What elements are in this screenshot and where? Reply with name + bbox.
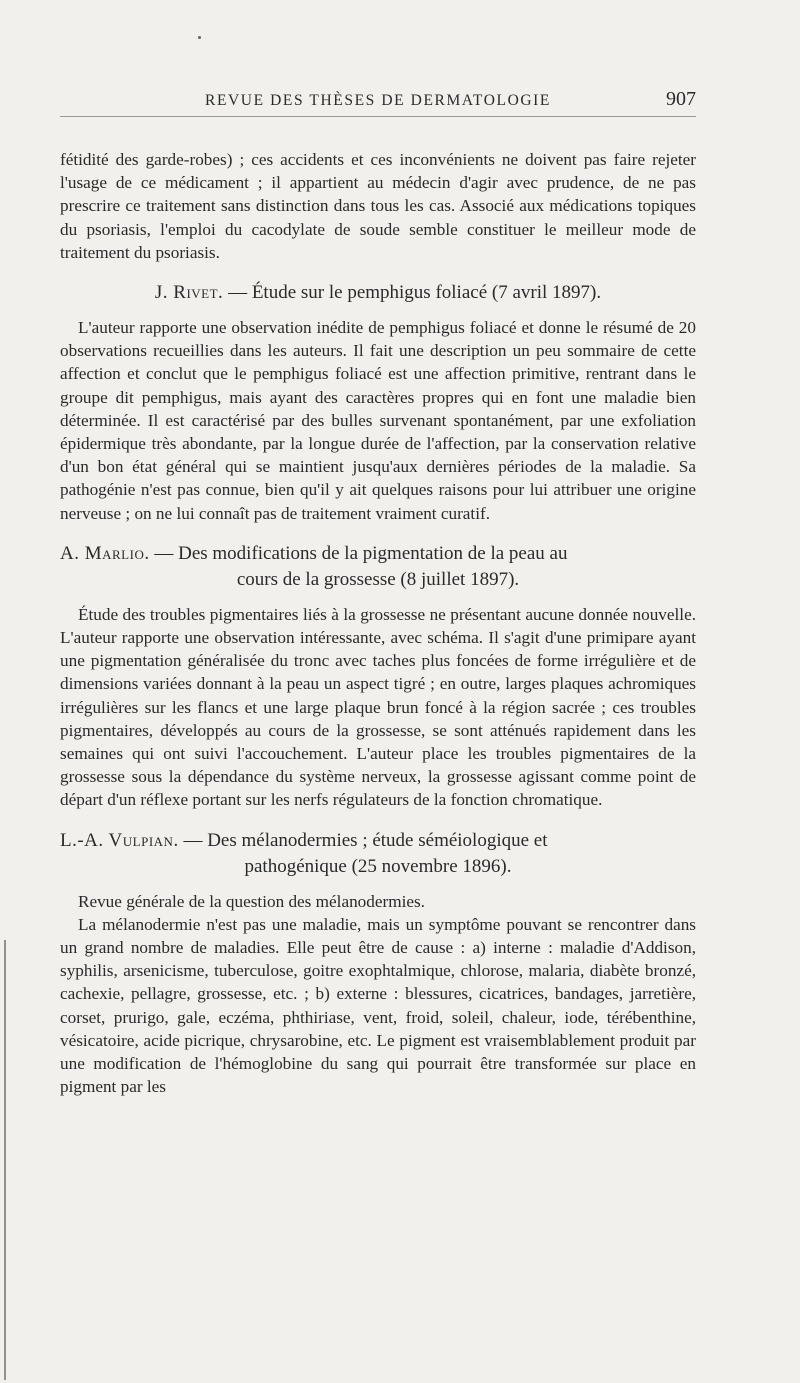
entry-title: — Des mélanodermies ; étude séméiologique et xyxy=(183,829,548,851)
running-head xyxy=(60,86,696,117)
entry-title: — Des modifications de la pigmentation de la peau au xyxy=(154,542,568,564)
page-number: 907 xyxy=(666,88,696,110)
entry-paragraph: Étude des troubles pigmentaires liés à la grossesse ne présentant aucune donnée nouvelle. L'auteur rapporte une observation intéressante, avec schéma. Il s'agit d'une primipare ayant une pigmentation généralisée du tronc avec taches plus foncées de forme irrégulière et de dimensions variées donnant à la peau un aspect tigré ; en outre, larges plaques achromiques irrégulières sur les flancs et une large plaque brun foncé à la région sacrée ; ces troubles pigmentaires, développés au cours de la grossesse, se sont atténués rapidement dans les semaines qui ont suivi l'accouchement. L'auteur place les troubles pigmentaires de la grossesse sous la dépendance du système nerveux, la grossesse agissant comme point de départ d'un réflexe portant sur les nerfs régulateurs de la fonction chromatique. xyxy=(60,604,696,810)
entry-author: L.-A. Vulpian. xyxy=(60,829,179,851)
entry-title: — Étude sur le pemphigus foliacé (7 avril 1897). xyxy=(228,282,602,304)
entry-heading-vulpian xyxy=(60,828,696,880)
intro-paragraph: fétidité des garde-robes) ; ces accidents et ces inconvénients ne doivent pas faire rejeter l'usage de ce médicament ; il appartient au médecin d'agir avec prudence, de ne pas prescrire ce traitement sans distinction dans tous les cas. Associé aux médications topiques du psoriasis, l'emploi du cacodylate de soude semble constituer le meilleur mode de traitement du psoriasis. xyxy=(60,150,696,262)
entry-paragraph: L'auteur rapporte une observation inédite de pemphigus foliacé et donne le résumé de 20 observations recueillies dans les auteurs. Il fait une description un peu sommaire de cette affection et conclut que le pemphigus foliacé est une affection primitive, rentrant dans le groupe dit pemphigus, mais ayant des caractères propres qui en font une maladie bien déterminée. Il est caractérisé par des bulles survenant spontanément, par une exfoliation épidermique très abondante, par la longue durée de l'affection, par la conservation relative d'un bon état général qui se maintient jusqu'aux dernières périodes de la maladie. Sa pathogénie n'est pas connue, bien qu'il y ait quelques raisons pour lui attribuer une origine nerveuse ; on ne lui connaît pas de traitement vraiment curatif. xyxy=(60,318,696,523)
print-speck xyxy=(198,36,201,39)
running-title: REVUE DES THÈSES DE DERMATOLOGIE xyxy=(205,92,551,109)
entry-paragraph: La mélanodermie n'est pas une maladie, mais un symptôme pouvant se rencontrer dans un grand nombre de maladies. Elle peut être de cause : a) interne : maladie d'Addison, syphilis, arsenicisme, tuberculose, goitre exophtalmique, chlorose, malaria, diabète bronzé, cachexie, pellagre, grossesse, etc. ; b) externe : blessures, cicatrices, bandages, jarretière, corset, prurigo, gale, eczéma, phthiriase, vent, froid, soleil, chaleur, iode, térébenthine, vésicatoire, acide picrique, chrysarobine, etc. Le pigment est vraisemblablement produit par une modification de l'hémoglobine du sang qui pourrait être transformée sur place en pigment par les xyxy=(60,914,696,1097)
entry-heading-marlio xyxy=(60,541,696,593)
entry-author: J. Rivet. xyxy=(154,282,224,304)
entry-title-continued: pathogénique (25 novembre 1896). xyxy=(244,855,512,877)
page-crease xyxy=(4,940,6,1380)
entry-heading-rivet xyxy=(60,280,696,306)
entry-paragraph: Revue générale de la question des mélanodermies. xyxy=(78,891,425,911)
entry-author: A. Marlio. xyxy=(60,542,150,564)
page-body xyxy=(60,148,696,1099)
entry-title-continued: cours de la grossesse (8 juillet 1897). xyxy=(236,568,520,590)
